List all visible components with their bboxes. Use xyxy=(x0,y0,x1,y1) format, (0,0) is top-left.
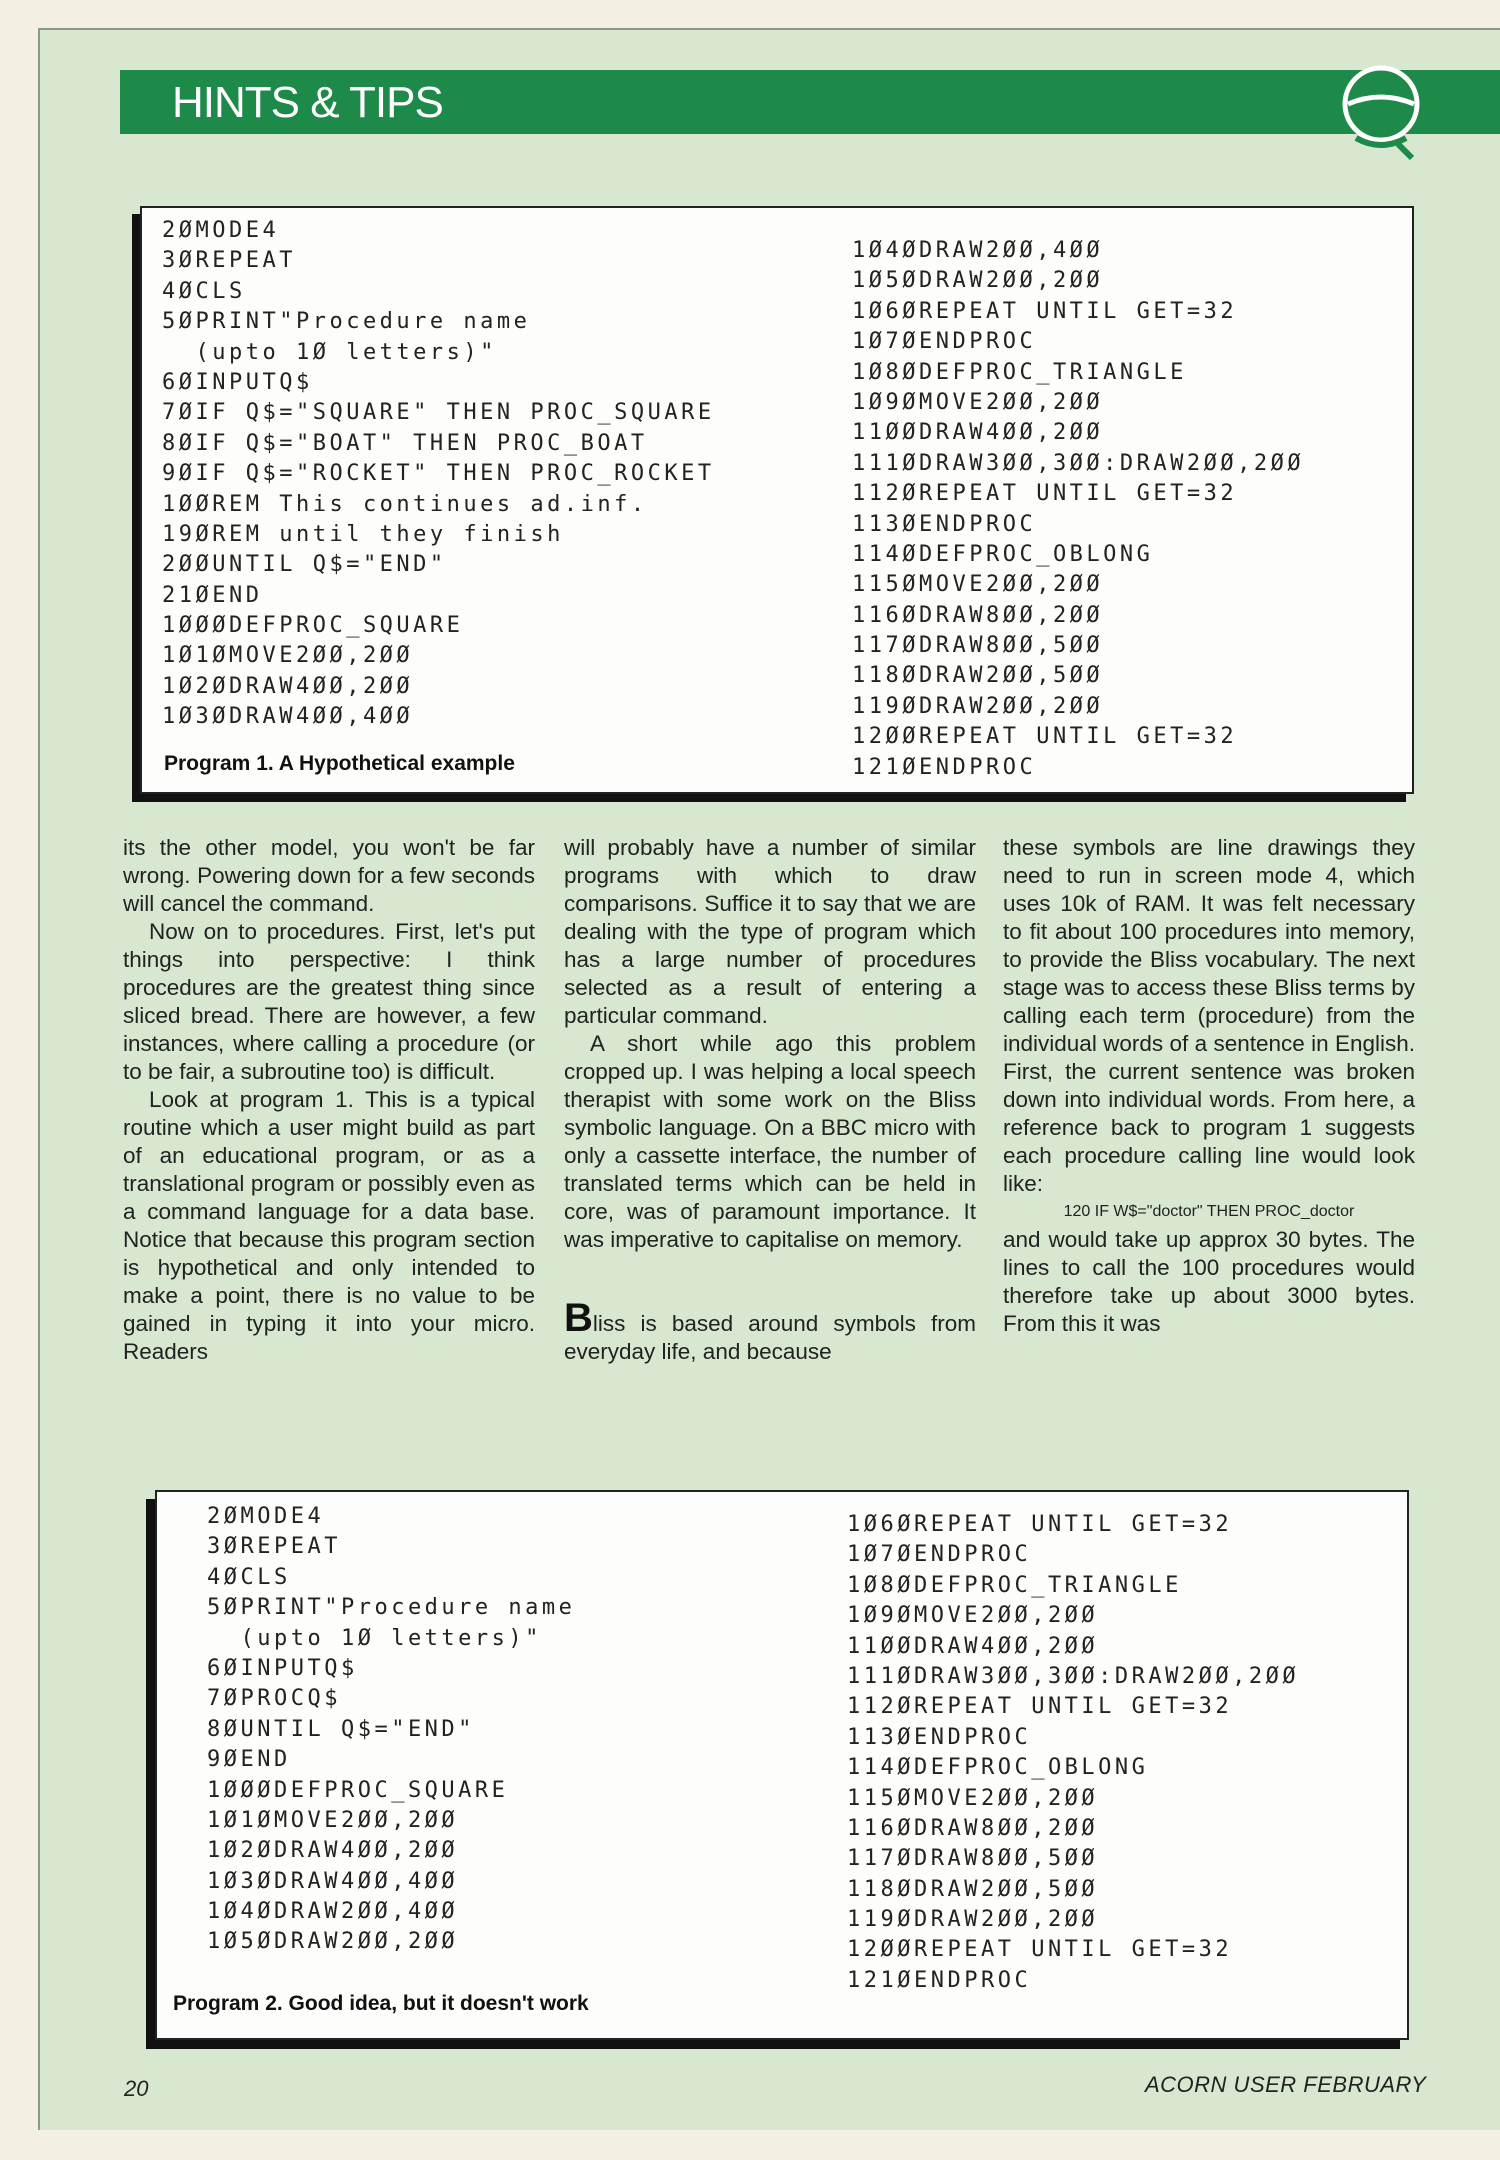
program-2-caption: Program 2. Good idea, but it doesn't work xyxy=(173,1992,589,2015)
code-line: 2ØMODE4 xyxy=(162,218,280,243)
code-line: 113ØENDPROC xyxy=(847,1724,1032,1750)
code-line: 116ØDRAW8ØØ,2ØØ xyxy=(852,602,1104,628)
code-line: 118ØDRAW2ØØ,5ØØ xyxy=(847,1876,1099,1902)
code-line: 12ØØREPEAT UNTIL GET=32 xyxy=(847,1937,1233,1963)
acorn-icon xyxy=(1336,60,1426,170)
publication-footer: ACORN USER FEBRUARY xyxy=(1145,2072,1427,2097)
code-line: 9ØIF Q$="ROCKET" THEN PROC_ROCKET xyxy=(162,461,715,487)
article-paragraph-dropcap xyxy=(564,1296,976,1366)
article-paragraph: Look at program 1. This is a typical routine which a user might build as part of an educational program, or as a translational program or possibly even as a command language for a data base. Notice that because this program section is hypothetical and only intended to make a point, there is no value to be gained in typing it into your micro. Readers xyxy=(123,1087,535,1364)
code-line: 117ØDRAW8ØØ,5ØØ xyxy=(852,633,1104,659)
code-line: 115ØMOVE2ØØ,2ØØ xyxy=(852,572,1104,598)
code-line: 114ØDEFPROC_OBLONG xyxy=(847,1755,1149,1781)
program-1-left-code xyxy=(162,216,715,733)
code-line: 1Ø6ØREPEAT UNTIL GET=32 xyxy=(847,1512,1233,1537)
code-line: 1ØØØDEFPROC_SQUARE xyxy=(207,1777,509,1803)
code-line: 119ØDRAW2ØØ,2ØØ xyxy=(852,693,1104,719)
code-line: 1Ø3ØDRAW4ØØ,4ØØ xyxy=(207,1868,459,1894)
section-header-bar xyxy=(120,70,1500,134)
code-line: 115ØMOVE2ØØ,2ØØ xyxy=(847,1785,1099,1811)
code-line: 8ØUNTIL Q$="END" xyxy=(207,1716,475,1742)
code-line: 1Ø4ØDRAW2ØØ,4ØØ xyxy=(852,238,1104,263)
code-line: 112ØREPEAT UNTIL GET=32 xyxy=(852,481,1238,507)
code-line: 1Ø4ØDRAW2ØØ,4ØØ xyxy=(207,1899,459,1925)
code-line: 118ØDRAW2ØØ,5ØØ xyxy=(852,663,1104,689)
article-paragraph-rest: liss is based around symbols from everyday life, and because xyxy=(564,1311,976,1364)
code-line: 1Ø6ØREPEAT UNTIL GET=32 xyxy=(852,298,1238,324)
code-line: 1Ø1ØMOVE2ØØ,2ØØ xyxy=(207,1807,459,1833)
article-paragraph: its the other model, you won't be far wrong. Powering down for a few seconds will cancel the command. xyxy=(123,835,535,916)
code-line: 2ØØUNTIL Q$="END" xyxy=(162,552,447,578)
article-column-1 xyxy=(123,834,535,1366)
code-line: 1ØØØDEFPROC_SQUARE xyxy=(162,613,464,639)
code-line: 121ØENDPROC xyxy=(847,1967,1032,1993)
page-number: 20 xyxy=(124,2076,149,2101)
program-1-listing xyxy=(140,206,1414,794)
article-column-3 xyxy=(1003,834,1415,1338)
code-line: 12ØØREPEAT UNTIL GET=32 xyxy=(852,724,1238,750)
code-line: 4ØCLS xyxy=(207,1564,291,1590)
article-column-2 xyxy=(564,834,976,1366)
code-line: 19ØREM until they finish xyxy=(162,521,564,547)
code-line: 121ØENDPROC xyxy=(852,754,1037,780)
program-2-right-code xyxy=(847,1510,1299,1996)
code-line: 8ØIF Q$="BOAT" THEN PROC_BOAT xyxy=(162,430,648,456)
code-line: 113ØENDPROC xyxy=(852,511,1037,537)
code-line: 111ØDRAW3ØØ,3ØØ:DRAW2ØØ,2ØØ xyxy=(847,1663,1300,1689)
code-line: 5ØPRINT"Procedure name xyxy=(162,309,531,335)
code-line: 1Ø5ØDRAW2ØØ,2ØØ xyxy=(852,268,1104,294)
code-line: 21ØEND xyxy=(162,582,263,608)
code-example-line: 120 IF W$="doctor" THEN PROC_doctor xyxy=(1063,1203,1355,1220)
code-line: 3ØREPEAT xyxy=(207,1534,341,1560)
code-line: 1Ø3ØDRAW4ØØ,4ØØ xyxy=(162,704,414,730)
article-paragraph: these symbols are line drawings they need to run in screen mode 4, which uses 10k of RAM. It was felt necessary to fit about 100 procedures into memory, to provide the Bliss vocabulary. The next stage was to access these Bliss terms by calling each term (procedure) from the individual words of a sentence in English. First, the current sentence was broken down into individual words. From here, a reference back to program 1 suggests each procedure calling line would look like: xyxy=(1003,835,1415,1196)
program-1-caption: Program 1. A Hypothetical example xyxy=(164,752,515,775)
code-line: 1Ø2ØDRAW4ØØ,2ØØ xyxy=(162,673,414,699)
code-line: 7ØPROCQ$ xyxy=(207,1686,341,1712)
drop-cap: B xyxy=(564,1296,593,1340)
code-line: 117ØDRAW8ØØ,5ØØ xyxy=(847,1846,1099,1872)
code-line: 11ØØDRAW4ØØ,2ØØ xyxy=(847,1633,1099,1659)
code-line: (upto 1Ø letters)" xyxy=(207,1625,542,1651)
code-line: 1Ø7ØENDPROC xyxy=(852,329,1037,355)
code-line: 6ØINPUTQ$ xyxy=(207,1655,358,1681)
code-line: 1ØØREM This continues ad.inf. xyxy=(162,491,648,517)
code-line: 119ØDRAW2ØØ,2ØØ xyxy=(847,1907,1099,1933)
code-line: 1Ø1ØMOVE2ØØ,2ØØ xyxy=(162,643,414,669)
code-line: (upto 1Ø letters)" xyxy=(162,339,497,365)
code-line: 1Ø7ØENDPROC xyxy=(847,1542,1032,1568)
article-paragraph: and would take up approx 30 bytes. The lines to call the 100 procedures would therefore take up about 3000 bytes. From this it was xyxy=(1003,1227,1415,1336)
code-line: 1Ø5ØDRAW2ØØ,2ØØ xyxy=(207,1929,459,1955)
code-line: 5ØPRINT"Procedure name xyxy=(207,1595,576,1621)
article-paragraph: will probably have a number of similar programs with which to draw comparisons. Suffice it to say that we are dealing with the type of program which has a large number of procedures selected as a result of entering a particular command. xyxy=(564,835,976,1028)
code-line: 1Ø8ØDEFPROC_TRIANGLE xyxy=(847,1572,1182,1598)
code-line: 6ØINPUTQ$ xyxy=(162,369,313,395)
code-line: 114ØDEFPROC_OBLONG xyxy=(852,541,1154,567)
code-line: 3ØREPEAT xyxy=(162,248,296,274)
code-line: 116ØDRAW8ØØ,2ØØ xyxy=(847,1815,1099,1841)
code-line: 1Ø9ØMOVE2ØØ,2ØØ xyxy=(847,1603,1099,1629)
section-title: HINTS & TIPS xyxy=(172,78,443,127)
article-paragraph: Now on to procedures. First, let's put things into perspective: I think procedures are the greatest thing since sliced bread. There are however, a few instances, where calling a procedure (or to be fair, a subroutine too) is difficult. xyxy=(123,919,535,1084)
code-line: 111ØDRAW3ØØ,3ØØ:DRAW2ØØ,2ØØ xyxy=(852,450,1305,476)
code-line: 2ØMODE4 xyxy=(207,1504,325,1529)
code-line: 11ØØDRAW4ØØ,2ØØ xyxy=(852,420,1104,446)
program-2-left-code xyxy=(207,1502,575,1958)
code-line: 1Ø8ØDEFPROC_TRIANGLE xyxy=(852,359,1187,385)
program-1-right-code xyxy=(852,236,1304,783)
code-line: 4ØCLS xyxy=(162,278,246,304)
article-paragraph: A short while ago this problem cropped up. I was helping a local speech therapist with some work on the Bliss symbolic language. On a BBC micro with only a cassette interface, the number of translated terms which can be held in core, was of paramount importance. It was imperative to capitalise on memory. xyxy=(564,1031,976,1252)
code-line: 7ØIF Q$="SQUARE" THEN PROC_SQUARE xyxy=(162,400,715,426)
code-line: 112ØREPEAT UNTIL GET=32 xyxy=(847,1694,1233,1720)
program-2-listing xyxy=(155,1490,1409,2040)
code-line: 1Ø2ØDRAW4ØØ,2ØØ xyxy=(207,1838,459,1864)
code-line: 1Ø9ØMOVE2ØØ,2ØØ xyxy=(852,389,1104,415)
code-line: 9ØEND xyxy=(207,1747,291,1773)
